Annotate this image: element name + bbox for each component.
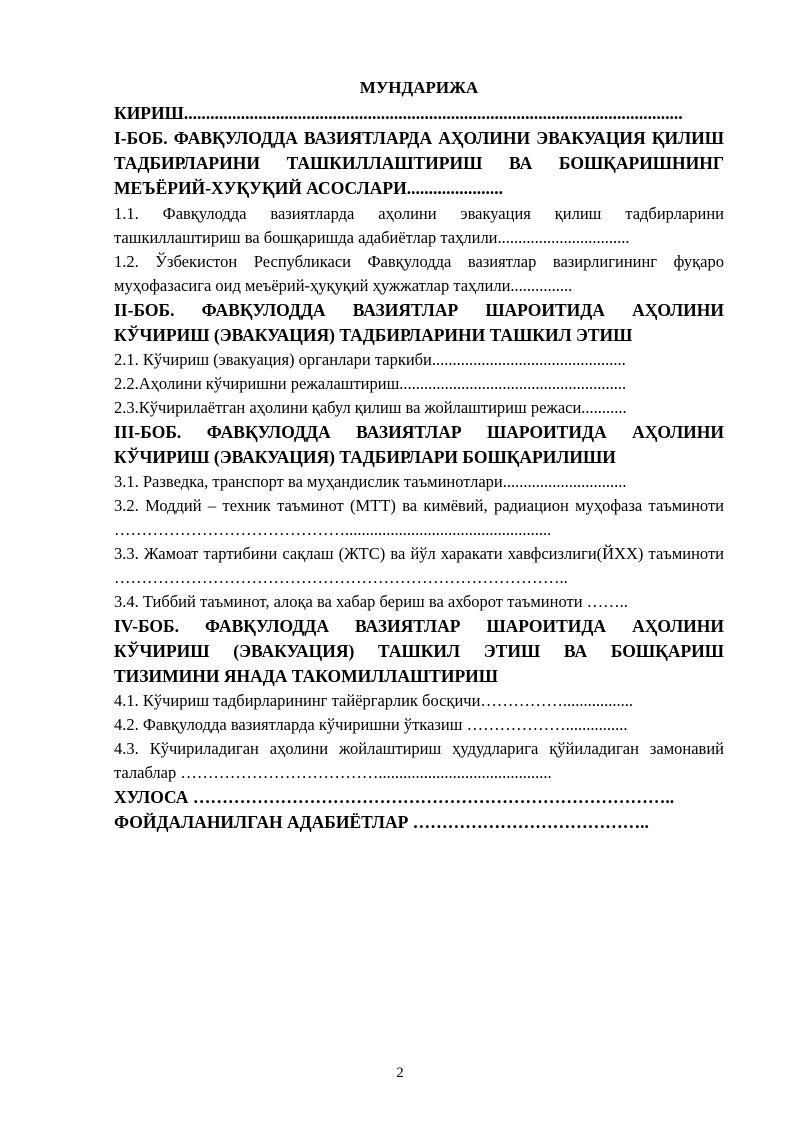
toc-entry-1-1: 1.1. Фавқулодда вазиятларда аҳолини эвакуация қилиш тадбирларини ташкиллаштириш ва бошқаришда адабиётлар таҳлили................................ xyxy=(114,204,724,247)
toc-entry-3-4: 3.4. Тиббий таъминот, алоқа ва хабар бериш ва ахборот таъминоти …….. xyxy=(114,592,628,611)
toc-entry-2-2: 2.2.Аҳолини кўчиришни режалаштириш....................................................... xyxy=(114,374,627,393)
toc-entry-chapter-2: II-БОБ. ФАВҚУЛОДДА ВАЗИЯТЛАР ШАРОИТИДА АҲОЛИНИ КЎЧИРИШ (ЭВАКУАЦИЯ) ТАДБИРЛАРИНИ ТАШКИЛ ЭТИШ xyxy=(114,300,724,345)
toc-entry-3-2: 3.2. Моддий – техник таъминот (МТТ) ва кимёвий, радиацион муҳофаза таъминоти …………………………………….................................................. xyxy=(114,496,724,539)
toc-entry-4-2: 4.2. Фавқулодда вазиятларда кўчиришни ўтказиш ………………............... xyxy=(114,715,628,734)
toc-entry-4-1: 4.1. Кўчириш тадбирларининг тайёргарлик босқичи……………................. xyxy=(114,691,634,710)
toc-title: МУНДАРИЖА xyxy=(359,78,479,97)
page-number: 2 xyxy=(396,1065,404,1081)
toc-entry-1-2: 1.2. Ўзбекистон Республикаси Фавқулодда вазиятлар вазирлигининг фуқаро муҳофазасига оид меъёрий-ҳуқуқий ҳужжатлар таҳлили............... xyxy=(114,252,724,295)
toc-entry-chapter-3: III-БОБ. ФАВҚУЛОДДА ВАЗИЯТЛАР ШАРОИТИДА АҲОЛИНИ КЎЧИРИШ (ЭВАКУАЦИЯ) ТАДБИРЛАРИ БОШҚАРИЛИШИ xyxy=(114,422,724,467)
toc-entry-conclusion: ХУЛОСА ……………………………………………………………………….. xyxy=(114,787,675,807)
toc-entry-2-1: 2.1. Кўчириш (эвакуация) органлари таркиби............................................... xyxy=(114,350,626,369)
toc-entry-chapter-1: I-БОБ. ФАВҚУЛОДДА ВАЗИЯТЛАРДА АҲОЛИНИ ЭВАКУАЦИЯ ҚИЛИШ ТАДБИРЛАРИНИ ТАШКИЛЛАШТИРИШ ВА БОШҚАРИШНИНГ МЕЪЁРИЙ-ХУҚУҚИЙ АСОСЛАРИ...................... xyxy=(114,128,724,198)
table-of-contents xyxy=(114,76,724,835)
toc-entry-3-3: 3.3. Жамоат тартибини сақлаш (ЖТС) ва йўл харакати хавфсизлиги(ЙХХ) таъминоти ……………………………………………………………………….. xyxy=(114,544,724,587)
toc-entry-intro: КИРИШ.................................................................................................................. xyxy=(114,103,683,123)
toc-entry-chapter-4: IV-БОБ. ФАВҚУЛОДДА ВАЗИЯТЛАР ШАРОИТИДА АҲОЛИНИ КЎЧИРИШ (ЭВАКУАЦИЯ) ТАШКИЛ ЭТИШ ВА БОШҚАРИШ ТИЗИМИНИ ЯНАДА ТАКОМИЛЛАШТИРИШ xyxy=(114,616,724,686)
toc-entry-4-3: 4.3. Кўчириладиган аҳолини жойлаштириш ҳудудларига қўйиладиган замонавий талаблар ……………………………….......................................... xyxy=(114,739,724,782)
toc-entry-references: ФОЙДАЛАНИЛГАН АДАБИЁТЛАР ………………………………….. xyxy=(114,812,649,832)
toc-entry-3-1: 3.1. Разведка, транспорт ва муҳандислик таъминотлари.............................. xyxy=(114,472,627,491)
toc-entry-2-3: 2.3.Кўчирилаётган аҳолини қабул қилиш ва жойлаштириш режаси........... xyxy=(114,398,627,417)
